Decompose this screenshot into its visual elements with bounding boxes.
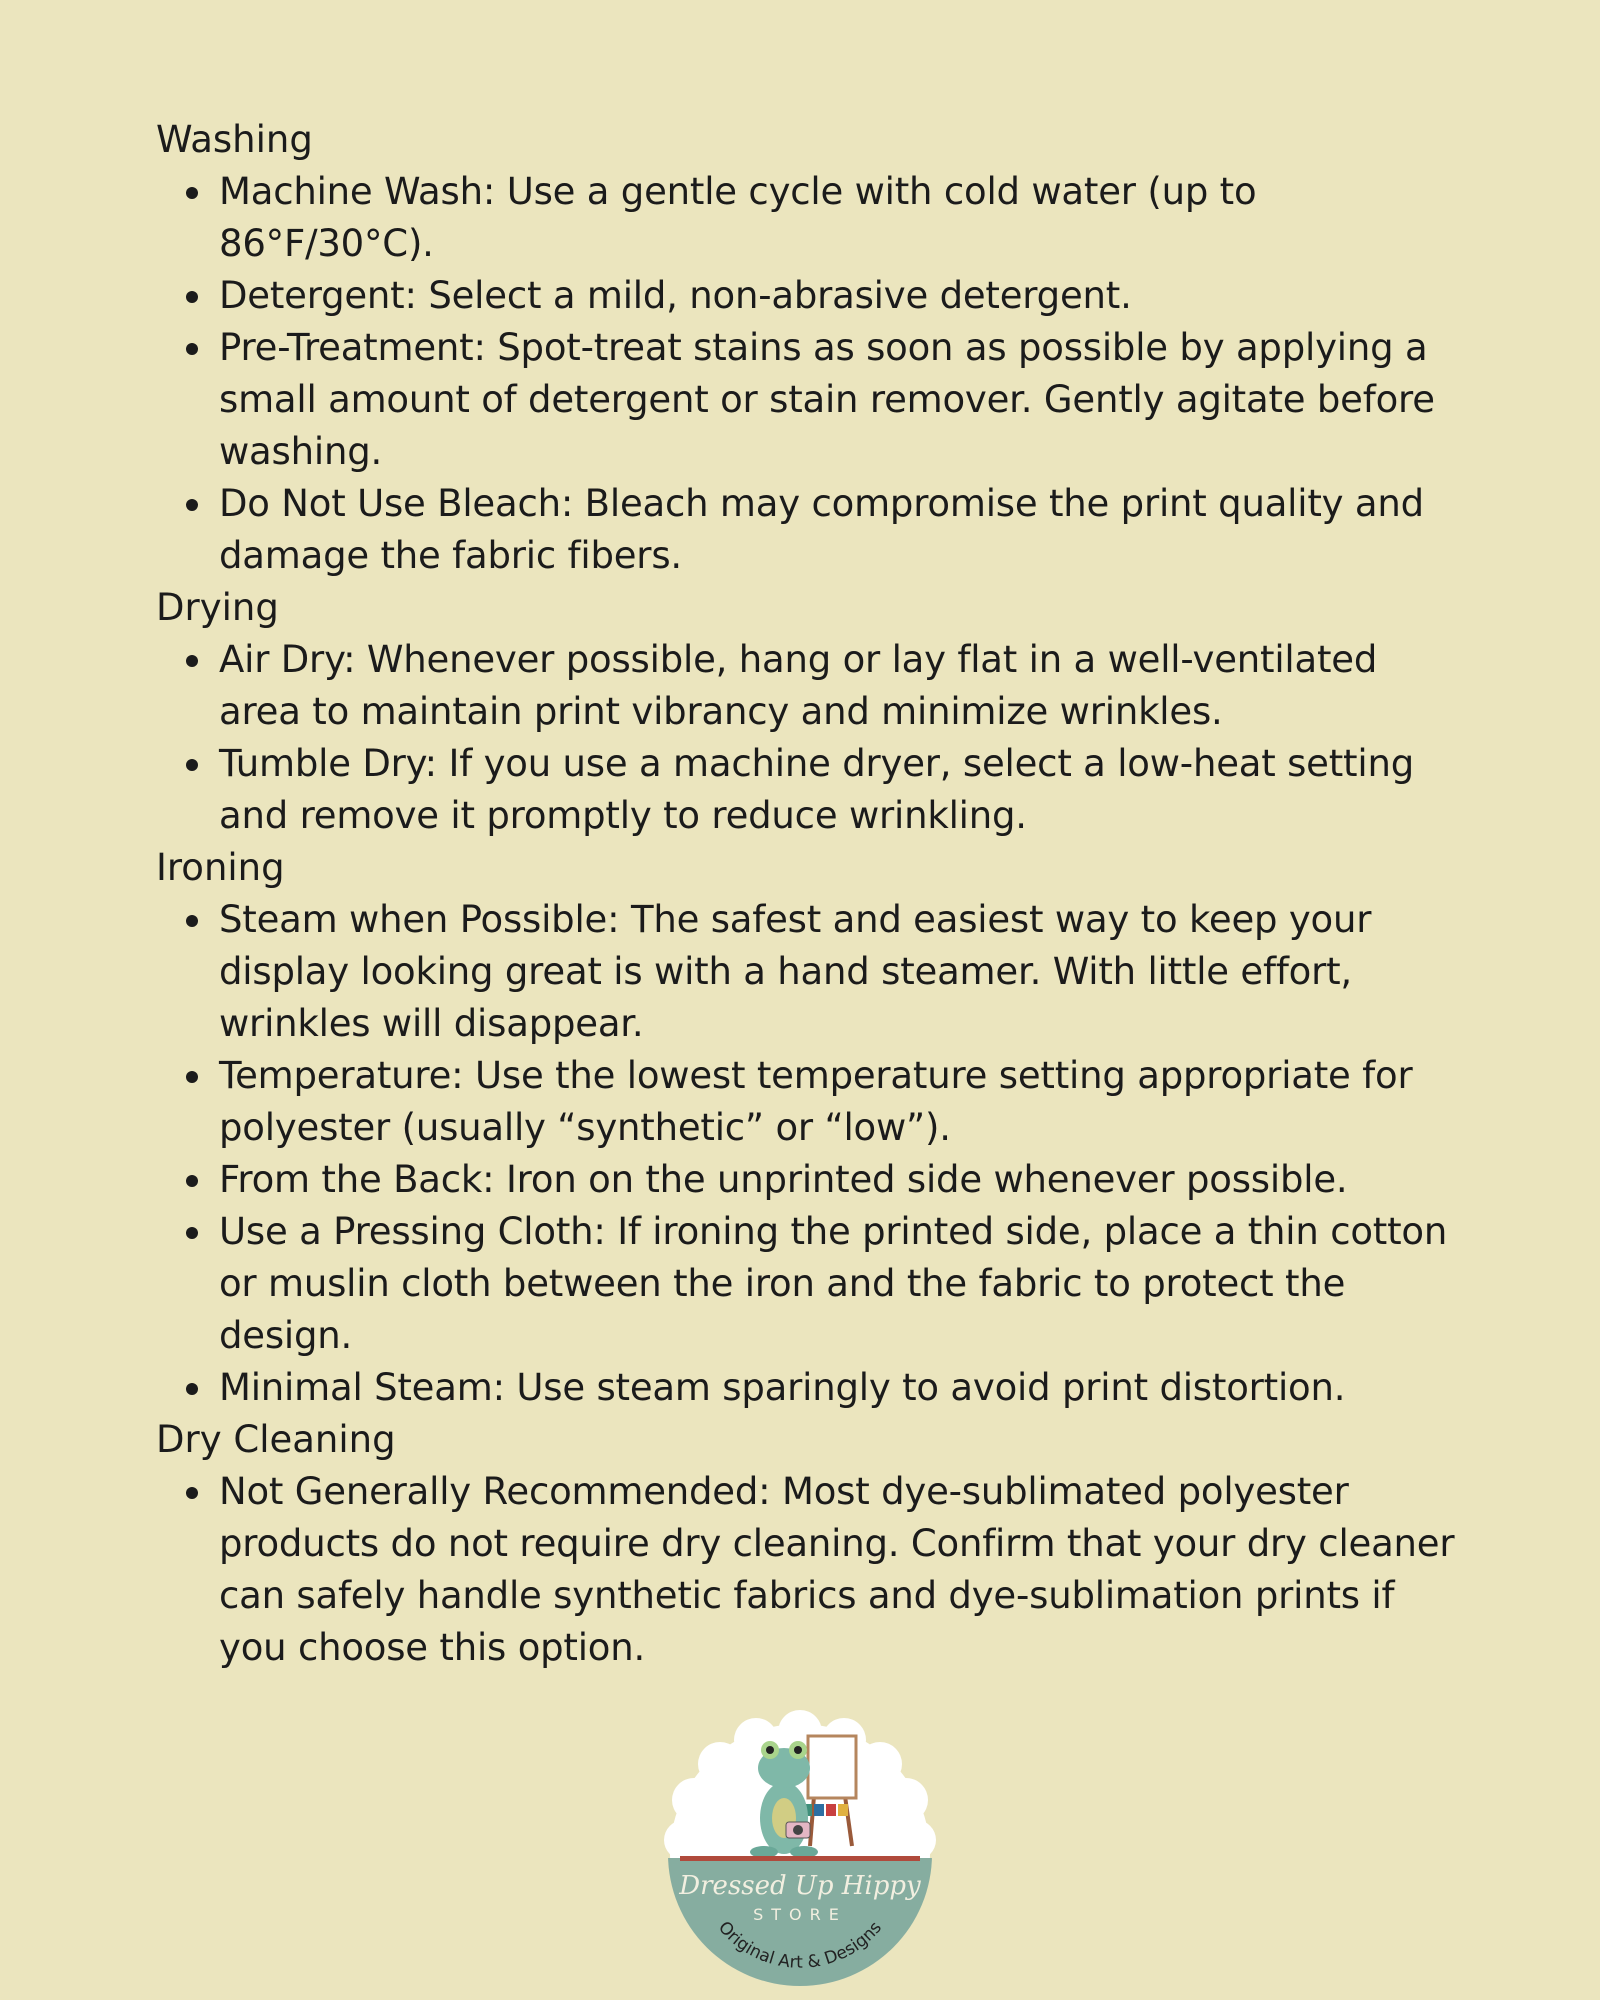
list-item: Minimal Steam: Use steam sparingly to avoid print distortion. bbox=[219, 1362, 1456, 1414]
section-title-dry-cleaning: Dry Cleaning bbox=[156, 1418, 396, 1461]
list-item: Pre-Treatment: Spot-treat stains as soon as possible by applying a small amount of detergent or stain remover. Gently agitate before washing. bbox=[219, 322, 1456, 478]
logo-store-text: STORE bbox=[753, 1905, 847, 1924]
section-title-ironing: Ironing bbox=[156, 846, 285, 889]
list-item: Machine Wash: Use a gentle cycle with cold water (up to 86°F/30°C). bbox=[219, 166, 1456, 270]
list-item: Do Not Use Bleach: Bleach may compromise the print quality and damage the fabric fibers. bbox=[219, 478, 1456, 582]
list-item: Not Generally Recommended: Most dye-sublimated polyester products do not require dry cleaning. Confirm that your dry cleaner can safely handle synthetic fabrics and dye-sublimation prints if you choose this option. bbox=[219, 1466, 1456, 1674]
section-title-washing: Washing bbox=[156, 118, 313, 161]
section-title-drying: Drying bbox=[156, 586, 279, 629]
logo-script-text: Dressed Up Hippy bbox=[679, 1871, 921, 1901]
logo-badge-icon bbox=[660, 1706, 940, 1986]
list-item: Temperature: Use the lowest temperature setting appropriate for polyester (usually “synthetic” or “low”). bbox=[219, 1050, 1456, 1154]
washing-list bbox=[156, 166, 1456, 582]
dry-cleaning-list bbox=[156, 1466, 1456, 1674]
list-item: From the Back: Iron on the unprinted side whenever possible. bbox=[219, 1154, 1456, 1206]
logo-tagline: Original Art & Designs bbox=[714, 1917, 886, 1973]
list-item: Steam when Possible: The safest and easiest way to keep your display looking great is with a hand steamer. With little effort, wrinkles will disappear. bbox=[219, 894, 1456, 1050]
list-item: Detergent: Select a mild, non-abrasive detergent. bbox=[219, 270, 1456, 322]
list-item: Air Dry: Whenever possible, hang or lay flat in a well-ventilated area to maintain print vibrancy and minimize wrinkles. bbox=[219, 634, 1456, 738]
list-item: Use a Pressing Cloth: If ironing the printed side, place a thin cotton or muslin cloth between the iron and the fabric to protect the design. bbox=[219, 1206, 1456, 1362]
store-logo bbox=[660, 1706, 940, 1986]
care-instructions bbox=[156, 114, 1456, 1674]
drying-list bbox=[156, 634, 1456, 842]
ironing-list bbox=[156, 894, 1456, 1414]
list-item: Tumble Dry: If you use a machine dryer, select a low-heat setting and remove it promptly to reduce wrinkling. bbox=[219, 738, 1456, 842]
